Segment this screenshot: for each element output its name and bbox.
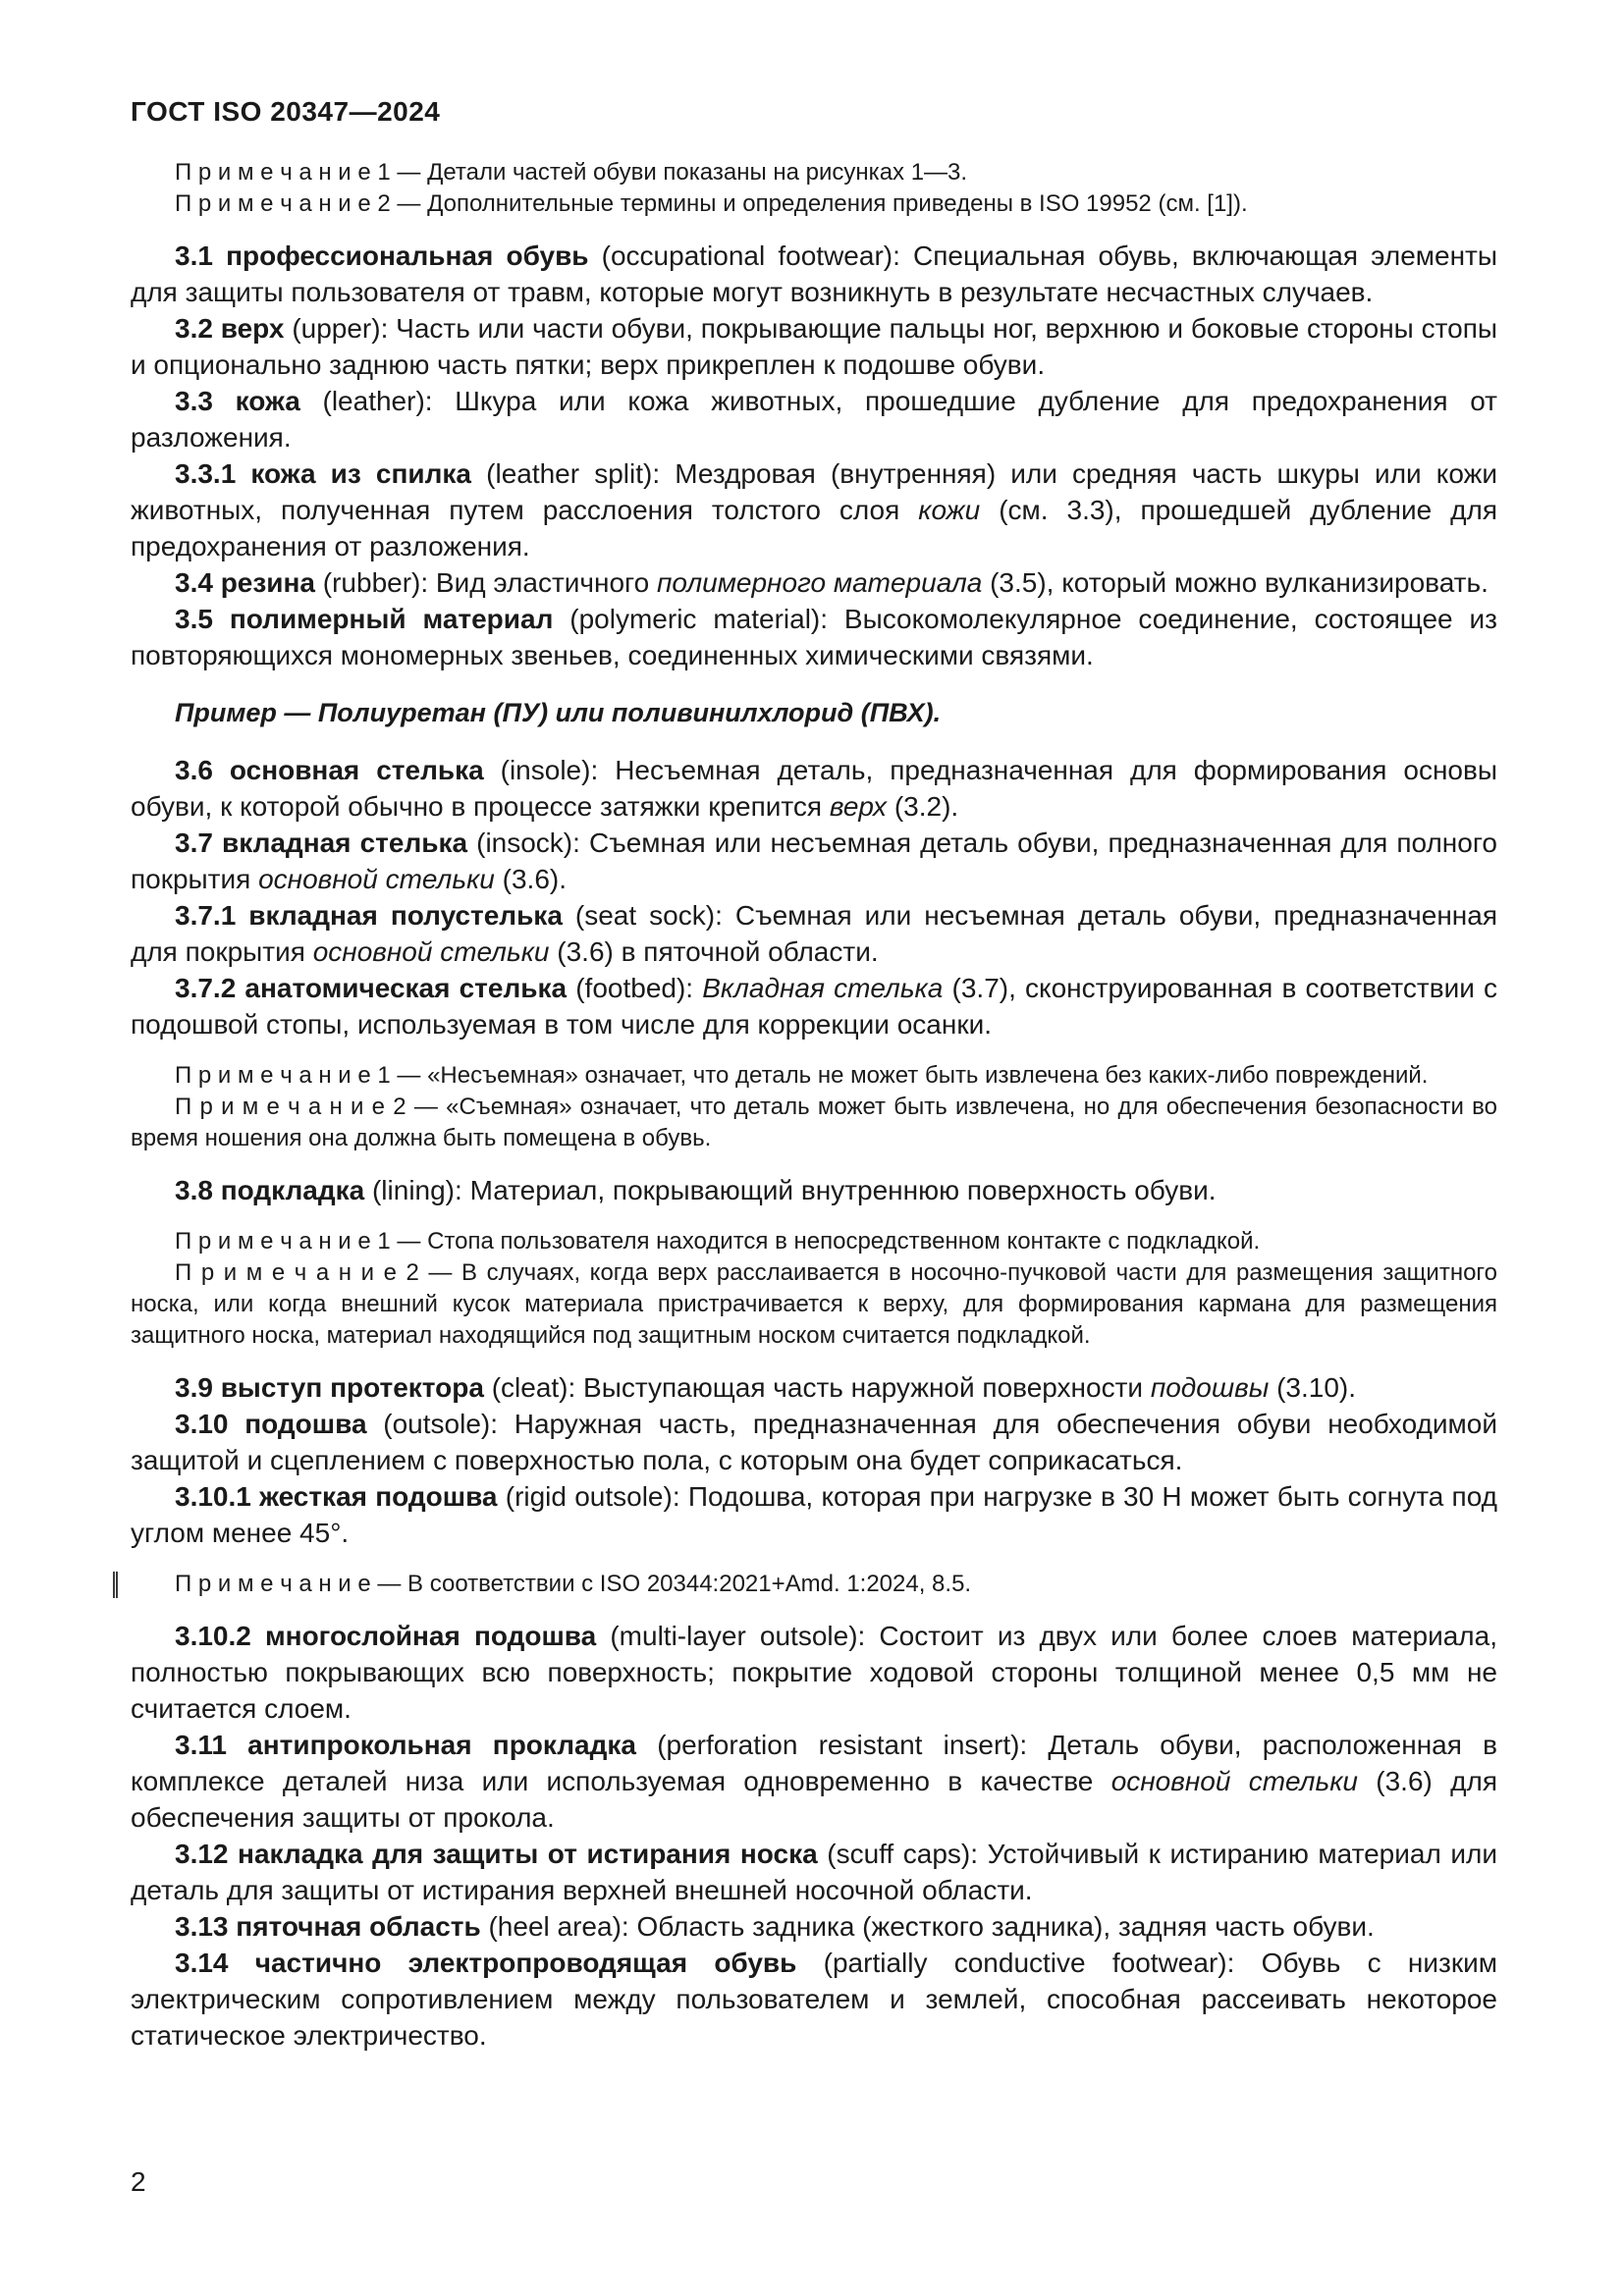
- text-run: 3.10.1 жесткая подошва: [175, 1481, 498, 1512]
- document-code: ГОСТ ISO 20347—2024: [131, 96, 441, 127]
- text-run: 3.6 основная стелька: [175, 755, 484, 785]
- text-run: 3.5 полимерный материал: [175, 604, 554, 634]
- definition-paragraph: [131, 1908, 1497, 1945]
- definition-paragraph: [131, 1945, 1497, 2054]
- text-run: 3.13 пяточная область: [175, 1911, 481, 1942]
- text-run: 3.3 кожа: [175, 386, 300, 416]
- text-run: (occupational footwear): Специальная обувь, включающая элементы для защиты пользователя от травм, которые могут возникнуть в результате несчастных случаев.: [131, 240, 1497, 307]
- definition-paragraph: [131, 455, 1497, 564]
- text-run: 3.1 профессиональная обувь: [175, 240, 589, 271]
- revision-change-bar: [113, 1572, 118, 1598]
- text-run: 3.7.2 анатомическая стелька: [175, 973, 568, 1003]
- text-run: П р и м е ч а н и е 2 — «Съемная» означает, что деталь может быть извлечена, но для обеспечения безопасности во время ношения она должна быть помещена в обувь.: [131, 1094, 1497, 1151]
- text-run: (leather split): Мездровая (внутренняя) или средняя часть шкуры или кожи животных, полученная путем расслоения толстого слоя: [131, 458, 1497, 525]
- text-run: Вкладная стелька: [702, 973, 944, 1003]
- definition-paragraph: [131, 1369, 1497, 1406]
- definition-paragraph: [131, 825, 1497, 897]
- text-run: П р и м е ч а н и е 1 — «Несъемная» означает, что деталь не может быть извлечена без каких-либо повреждений.: [175, 1062, 1429, 1089]
- text-run: (partially conductive footwear): Обувь с низким электрическим сопротивлением между пользователем и землей, способная рассеивать некоторое статическое электричество.: [131, 1948, 1497, 2051]
- note-paragraph: [131, 1569, 1497, 1600]
- definition-paragraph: [131, 752, 1497, 825]
- text-run: (leather): Шкура или кожа животных, прошедшие дубление для предохранения от разложения.: [131, 386, 1497, 453]
- definition-paragraph: [131, 601, 1497, 673]
- note-paragraph: [131, 188, 1497, 220]
- text-run: (3.6).: [494, 864, 568, 894]
- text-run: (3.2).: [887, 791, 959, 822]
- text-run: 3.8 подкладка: [175, 1175, 365, 1205]
- page-number: 2: [131, 2166, 146, 2197]
- text-run: основной стельки: [1110, 1766, 1358, 1796]
- text-run: Пример — Полиуретан (ПУ) или поливинилхлорид (ПВХ).: [175, 698, 942, 727]
- text-run: полимерного материала: [656, 567, 983, 598]
- text-run: верх: [829, 791, 888, 822]
- text-run: 3.11 антипрокольная прокладка: [175, 1730, 636, 1760]
- text-run: 3.7.1 вкладная полустелька: [175, 900, 563, 931]
- text-run: П р и м е ч а н и е — В соответствии с ISO 20344:2021+Amd. 1:2024, 8.5.: [175, 1571, 972, 1597]
- text-run: (3.6) для обеспечения защиты от прокола.: [131, 1766, 1497, 1833]
- definition-paragraph: [131, 970, 1497, 1042]
- text-run: (3.5), который можно вулканизировать.: [982, 567, 1489, 598]
- text-run: 3.12 накладка для защиты от истирания носка: [175, 1839, 818, 1869]
- text-run: (см. 3.3), прошедшей дубление для предохранения от разложения.: [131, 495, 1497, 561]
- definition-paragraph: [131, 1836, 1497, 1908]
- text-run: (rigid outsole): Подошва, которая при нагрузке в 30 Н может быть согнута под углом менее 45°.: [131, 1481, 1497, 1548]
- text-run: (polymeric material): Высокомолекулярное соединение, состоящее из повторяющихся мономерных звеньев, соединенных химическими связями.: [131, 604, 1498, 670]
- text-run: (outsole): Наружная часть, предназначенная для обеспечения обуви необходимой защитой и сцеплением с поверхностью пола, с которым она будет соприкасаться.: [131, 1409, 1497, 1475]
- text-run: (multi-layer outsole): Состоит из двух или более слоев материала, полностью покрывающих всю поверхность; покрытие ходовой стороны толщиной менее 0,5 мм не считается слоем.: [131, 1621, 1497, 1724]
- definition-paragraph: [131, 383, 1497, 455]
- text-run: П р и м е ч а н и е 1 — Стопа пользователя находится в непосредственном контакте с подкладкой.: [175, 1228, 1261, 1255]
- definition-paragraph: [131, 1478, 1497, 1551]
- text-run: (heel area): Область задника (жесткого задника), задняя часть обуви.: [480, 1911, 1375, 1942]
- definition-paragraph: [131, 1727, 1497, 1836]
- text-run: (rubber): Вид эластичного: [315, 567, 657, 598]
- text-run: П р и м е ч а н и е 1 — Детали частей обуви показаны на рисунках 1—3.: [175, 159, 968, 186]
- text-run: 3.4 резина: [175, 567, 315, 598]
- page-footer: [131, 2166, 146, 2198]
- note-paragraph: [131, 1257, 1497, 1352]
- text-run: кожи: [918, 495, 981, 525]
- definition-paragraph: [131, 1172, 1497, 1208]
- text-run: (insole): Несъемная деталь, предназначенная для формирования основы обуви, к которой обычно в процессе затяжки крепится: [131, 755, 1497, 822]
- text-run: основной стельки: [312, 936, 550, 967]
- text-run: (footbed):: [567, 973, 703, 1003]
- note-paragraph: [131, 1226, 1497, 1257]
- text-run: (insock): Съемная или несъемная деталь обуви, предназначенная для полного покрытия: [131, 828, 1498, 894]
- text-run: П р и м е ч а н и е 2 — Дополнительные термины и определения приведены в ISO 19952 (см. [1]).: [175, 190, 1248, 217]
- note-paragraph: [131, 1060, 1497, 1092]
- note-paragraph: [131, 1092, 1497, 1154]
- definition-paragraph: [131, 564, 1497, 601]
- text-run: (seat sock): Съемная или несъемная деталь обуви, предназначенная для покрытия: [131, 900, 1497, 967]
- text-run: 3.2 верх: [175, 313, 285, 344]
- text-run: 3.10.2 многослойная подошва: [175, 1621, 597, 1651]
- definition-paragraph: [131, 310, 1497, 383]
- text-run: (3.10).: [1269, 1372, 1357, 1403]
- text-run: (3.7), сконструированная в соответствии с подошвой стопы, используемая в том числе для коррекции осанки.: [131, 973, 1498, 1040]
- text-run: 3.9 выступ протектора: [175, 1372, 484, 1403]
- text-run: 3.7 вкладная стелька: [175, 828, 468, 858]
- text-run: 3.14 частично электропроводящая обувь: [175, 1948, 797, 1978]
- note-paragraph: [131, 157, 1497, 188]
- definition-paragraph: [131, 897, 1497, 970]
- text-run: П р и м е ч а н и е 2 — В случаях, когда верх расслаивается в носочно-пучковой части для размещения защитного носка, или когда внешний кусок материала пристрачивается к верху, для формирования кармана для размещения защитного носка, материал находящийся под защитным носком считается подкладкой.: [131, 1259, 1497, 1349]
- text-run: (lining): Материал, покрывающий внутреннюю поверхность обуви.: [364, 1175, 1217, 1205]
- text-run: подошвы: [1150, 1372, 1270, 1403]
- text-run: (cleat): Выступающая часть наружной поверхности: [483, 1372, 1151, 1403]
- document-code-header: [131, 96, 1497, 128]
- text-run: (scuff caps): Устойчивый к истиранию материал или деталь для защиты от истирания верхней внешней носочной области.: [131, 1839, 1497, 1905]
- document-body: [131, 157, 1497, 2054]
- text-run: 3.10 подошва: [175, 1409, 367, 1439]
- text-run: 3.3.1 кожа из спилка: [175, 458, 472, 489]
- page-content: [131, 96, 1497, 2054]
- text-run: (3.6) в пяточной области.: [549, 936, 879, 967]
- example-paragraph: [131, 695, 1497, 730]
- text-run: (upper): Часть или части обуви, покрывающие пальцы ног, верхнюю и боковые стороны стопы и опционально заднюю часть пятки; верх прикреплен к подошве обуви.: [131, 313, 1497, 380]
- definition-paragraph: [131, 238, 1497, 310]
- text-run: (perforation resistant insert): Деталь обуви, расположенная в комплексе деталей низа или используемая одновременно в качестве: [131, 1730, 1497, 1796]
- definition-paragraph: [131, 1618, 1497, 1727]
- text-run: основной стельки: [258, 864, 495, 894]
- definition-paragraph: [131, 1406, 1497, 1478]
